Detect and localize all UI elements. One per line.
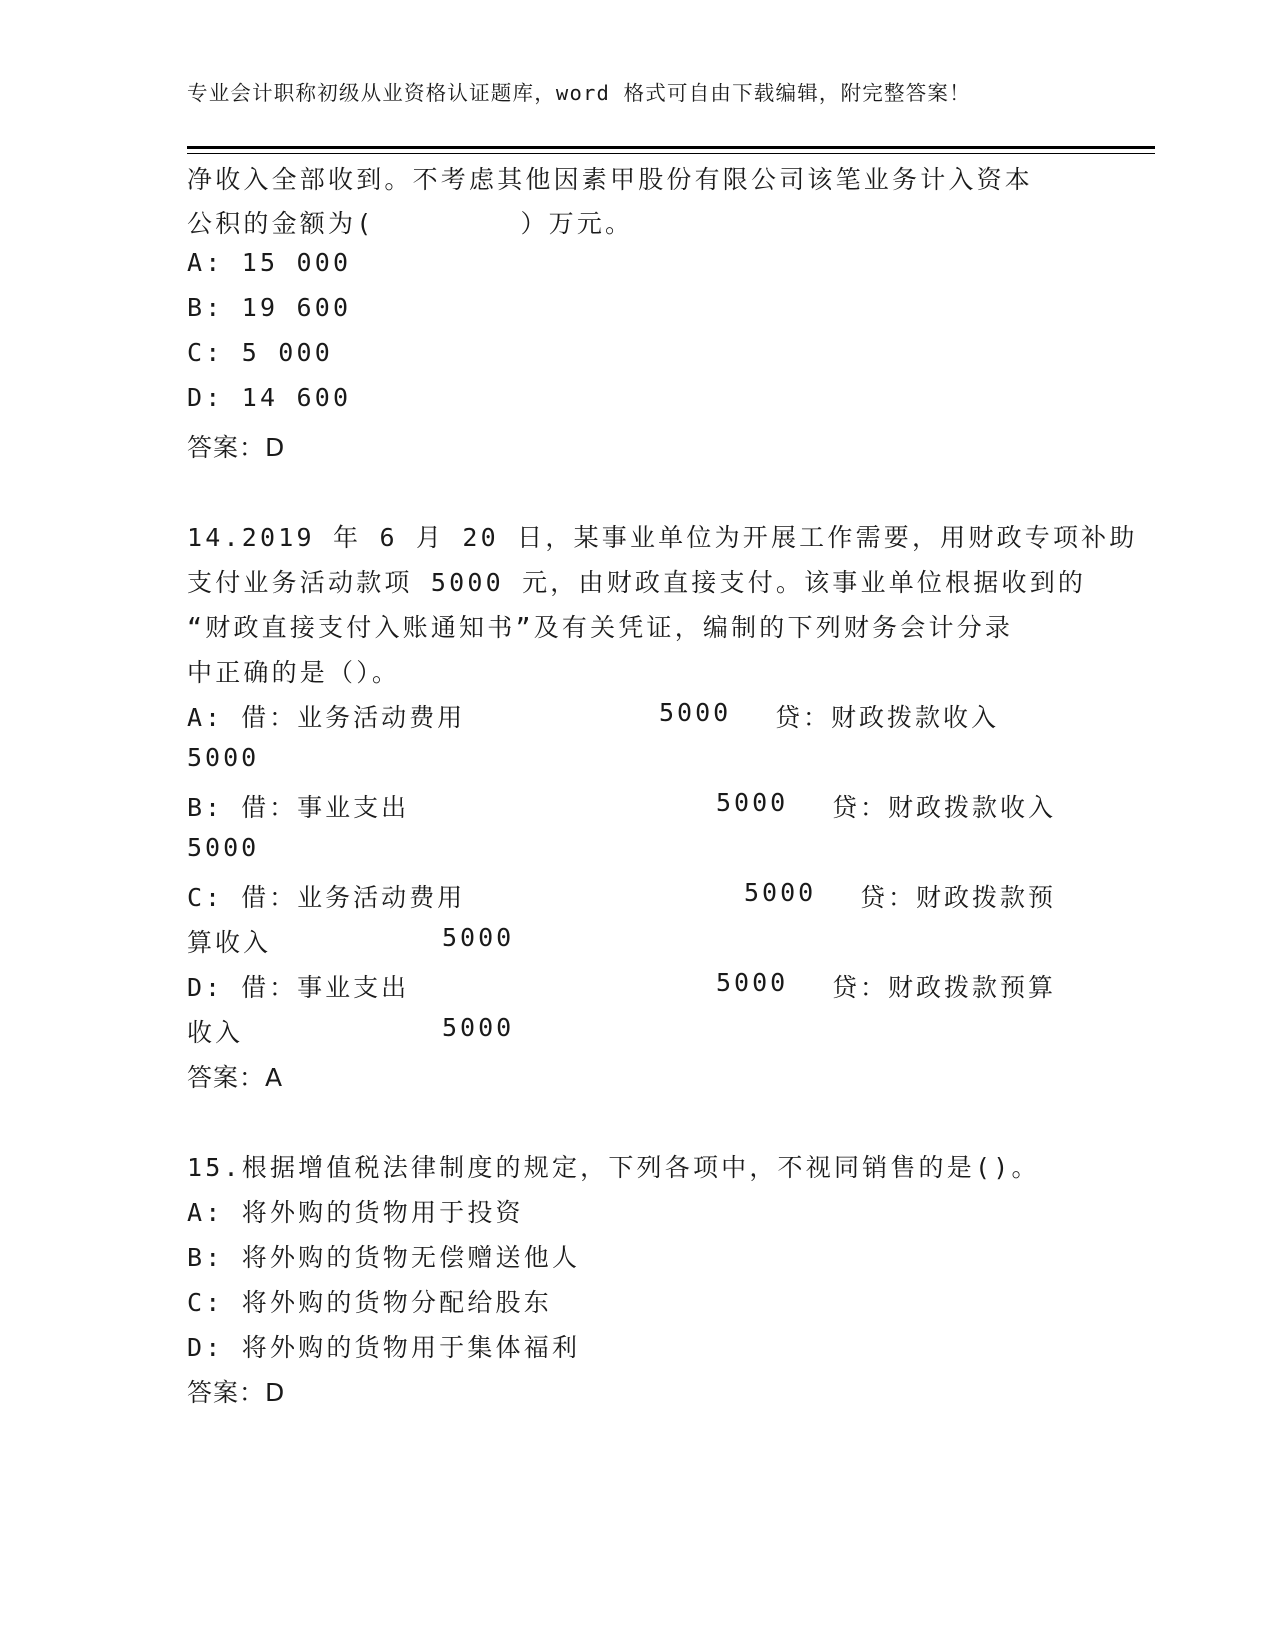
header-rule-thin	[187, 153, 1155, 154]
q13-stem-line-1: 净收入全部收到。不考虑其他因素甲股份有限公司该笔业务计入资本	[187, 165, 1034, 194]
q13-option-a: A: 15 000	[187, 248, 352, 277]
q15-answer: 答案：D	[187, 1378, 286, 1407]
q14-stem-line-1: 14.2019 年 6 月 20 日，某事业单位为开展工作需要，用财政专项补助	[187, 523, 1138, 552]
q14-stem-line-4: 中正确的是（）。	[187, 658, 401, 687]
q14-option-a-debit-amount: 5000	[659, 698, 732, 727]
q14-option-a-debit: A: 借：业务活动费用	[187, 703, 466, 732]
q14-option-a-credit: 贷：财政拨款收入	[775, 703, 1000, 732]
q14-option-a-credit-amount: 5000	[187, 743, 260, 772]
q15-option-d: D: 将外购的货物用于集体福利	[187, 1333, 581, 1362]
q14-option-d-credit: 贷：财政拨款预算	[832, 973, 1057, 1002]
q14-option-b-debit: B: 借：事业支出	[187, 793, 410, 822]
q14-option-b-credit-amount: 5000	[187, 833, 260, 862]
q14-option-d-credit-tail: 收入	[187, 1018, 244, 1047]
q13-answer: 答案：D	[187, 433, 286, 462]
q15-option-b: B: 将外购的货物无偿赠送他人	[187, 1243, 581, 1272]
page-header: 专业会计职称初级从业资格认证题库，word 格式可自由下载编辑，附完整答案！	[187, 81, 971, 105]
q14-option-c-credit-amount: 5000	[442, 923, 515, 952]
q14-stem-line-2: 支付业务活动款项 5000 元，由财政直接支付。该事业单位根据收到的	[187, 568, 1087, 597]
q14-option-d-credit-amount: 5000	[442, 1013, 515, 1042]
q14-option-c-debit-amount: 5000	[744, 878, 817, 907]
q13-option-b: B: 19 600	[187, 293, 352, 322]
q14-option-c-credit: 贷：财政拨款预	[860, 883, 1057, 912]
q13-stem-line-2: 公积的金额为( ）万元。	[187, 209, 634, 238]
q15-stem: 15.根据增值税法律制度的规定，下列各项中，不视同销售的是()。	[187, 1153, 1040, 1182]
q13-option-c: C: 5 000	[187, 338, 334, 367]
q14-option-c-credit-tail: 算收入	[187, 928, 272, 957]
q14-option-d-debit-amount: 5000	[716, 968, 789, 997]
q14-option-d-debit: D: 借：事业支出	[187, 973, 410, 1002]
q15-option-a: A: 将外购的货物用于投资	[187, 1198, 524, 1227]
q13-option-d: D: 14 600	[187, 383, 352, 412]
q14-option-b-credit: 贷：财政拨款收入	[832, 793, 1057, 822]
q14-stem-line-3: “财政直接支付入账通知书”及有关凭证，编制的下列财务会计分录	[187, 613, 1014, 642]
q15-option-c: C: 将外购的货物分配给股东	[187, 1288, 552, 1317]
q14-answer: 答案：A	[187, 1063, 284, 1092]
q14-option-c-debit: C: 借：业务活动费用	[187, 883, 466, 912]
q14-option-b-debit-amount: 5000	[716, 788, 789, 817]
header-rule-thick	[187, 146, 1155, 149]
